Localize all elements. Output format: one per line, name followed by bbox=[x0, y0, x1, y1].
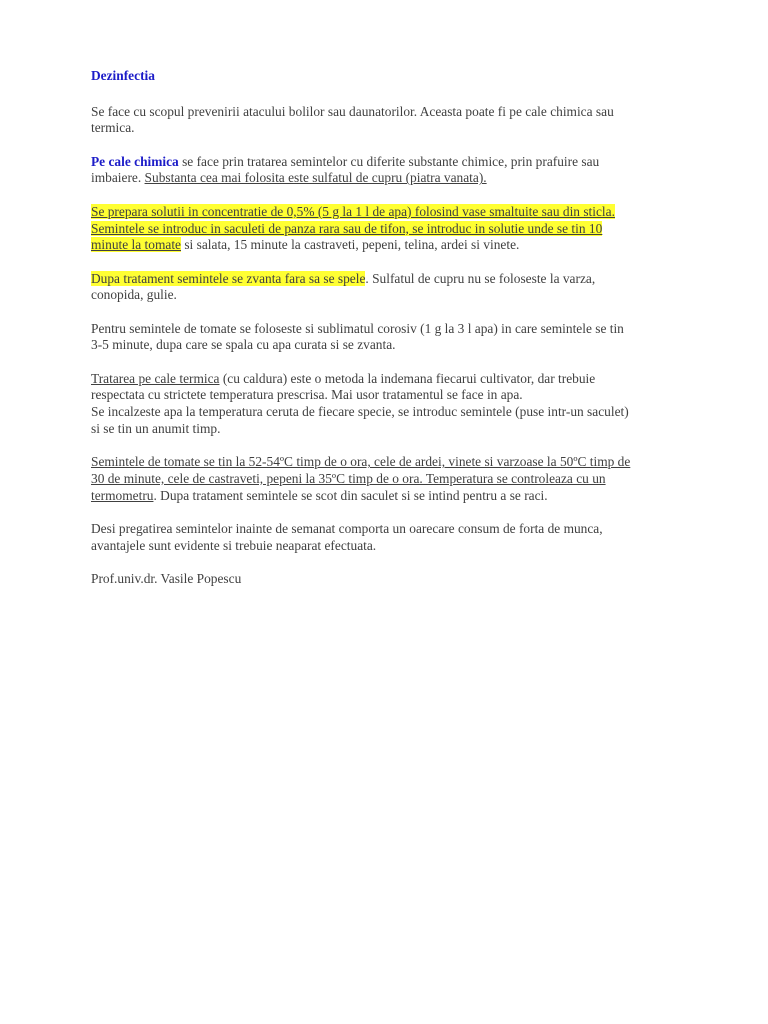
section-heading-chemical: Pe cale chimica bbox=[91, 153, 179, 169]
text-run: si salata, 15 minute la castraveti, pepeni, telina, ardei si vinete. bbox=[181, 237, 520, 253]
paragraph-thermal bbox=[91, 371, 741, 438]
text-run: imbaiere. bbox=[91, 170, 145, 186]
text-line bbox=[91, 421, 741, 438]
text-run: conopida, gulie. bbox=[91, 287, 177, 303]
text-line bbox=[91, 488, 741, 505]
highlighted-text: minute la tomate bbox=[91, 237, 181, 253]
underlined-text: Substanta cea mai folosita este sulfatul de cupru (piatra vanata). bbox=[144, 170, 487, 186]
author-signature bbox=[91, 571, 741, 588]
text-run: . Dupa tratament semintele se scot din saculet si se intind pentru a se raci. bbox=[153, 487, 548, 503]
highlighted-text: Se prepara solutii in concentratie de 0,5% (5 g la 1 l de apa) folosind vase smaltuite sau din sticla. bbox=[91, 203, 615, 219]
paragraph-intro bbox=[91, 104, 741, 137]
text-line bbox=[91, 387, 741, 404]
text-run: Pentru semintele de tomate se foloseste si sublimatul corosiv (1 g la 3 l apa) in care semintele se tin bbox=[91, 320, 624, 336]
text-line bbox=[91, 170, 741, 187]
text-run: 3-5 minute, dupa care se spala cu apa curata si se zvanta. bbox=[91, 337, 396, 353]
highlighted-text: Semintele se introduc in saculeti de panza rara sau de tifon, se introduc in solutie unde se tin 10 bbox=[91, 220, 603, 236]
paragraph-conclusion bbox=[91, 521, 741, 554]
text-line bbox=[91, 571, 741, 588]
text-run: Se face cu scopul prevenirii atacului bolilor sau daunatorilor. Aceasta poate fi pe cale chimica sau bbox=[91, 103, 614, 119]
text-line bbox=[91, 404, 741, 421]
text-line bbox=[91, 204, 741, 221]
text-line bbox=[91, 120, 741, 137]
text-run: si se tin un anumit timp. bbox=[91, 420, 221, 436]
text-run: avantajele sunt evidente si trebuie neaparat efectuata. bbox=[91, 537, 377, 553]
text-run: . Sulfatul de cupru nu se foloseste la varza, bbox=[365, 270, 596, 286]
text-line bbox=[91, 471, 741, 488]
text-line bbox=[91, 337, 741, 354]
text-line bbox=[91, 221, 741, 238]
text-line bbox=[91, 104, 741, 121]
text-line bbox=[91, 521, 741, 538]
text-line bbox=[91, 271, 741, 288]
paragraph-chemical bbox=[91, 154, 741, 187]
paragraph-solution bbox=[91, 204, 741, 254]
document-title: Dezinfectia bbox=[91, 68, 155, 83]
underlined-text: termometru bbox=[91, 487, 154, 503]
text-run: Se incalzeste apa la temperatura ceruta de fiecare specie, se introduc semintele (puse intr-un saculet) bbox=[91, 404, 629, 420]
text-line bbox=[91, 321, 741, 338]
text-run: (cu caldura) este o metoda la indemana fiecarui cultivator, dar trebuie bbox=[219, 370, 596, 386]
paragraph-tomato bbox=[91, 321, 741, 354]
document-body bbox=[91, 68, 741, 604]
paragraph-after-treatment bbox=[91, 271, 741, 304]
text-run: se face prin tratarea semintelor cu diferite substante chimice, prin prafuire sau bbox=[178, 153, 600, 169]
text-line bbox=[91, 454, 741, 471]
underlined-text: 30 de minute, cele de castraveti, pepeni la 35ºC timp de o ora. Temperatura se controleaza cu un bbox=[91, 470, 606, 486]
text-run: respectata cu strictete temperatura prescrisa. Mai usor tratamentul se face in apa. bbox=[91, 387, 523, 403]
text-line bbox=[91, 154, 741, 171]
text-line bbox=[91, 371, 741, 388]
underlined-text: Semintele de tomate se tin la 52-54ºC timp de o ora, cele de ardei, vinete si varzoase la 50ºC timp de bbox=[91, 454, 631, 470]
author-name: Prof.univ.dr. Vasile Popescu bbox=[91, 570, 242, 586]
text-line bbox=[91, 287, 741, 304]
text-run: termica. bbox=[91, 120, 135, 136]
highlighted-text: Dupa tratament semintele se zvanta fara sa se spele bbox=[91, 270, 366, 286]
text-line bbox=[91, 538, 741, 555]
text-run: Desi pregatirea semintelor inainte de semanat comporta un oarecare consum de forta de munca, bbox=[91, 520, 603, 536]
underlined-text: Tratarea pe cale termica bbox=[91, 370, 220, 386]
paragraph-temperatures bbox=[91, 454, 741, 504]
text-line bbox=[91, 237, 741, 254]
